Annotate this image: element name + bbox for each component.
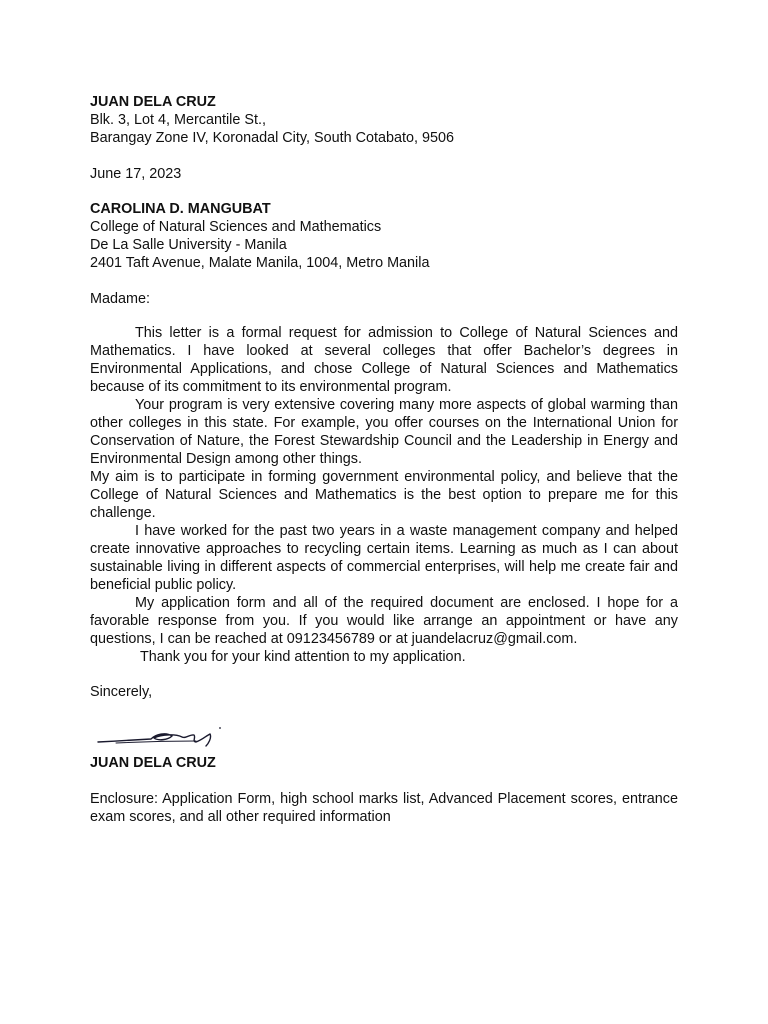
recipient-line2: De La Salle University - Manila [90, 237, 287, 253]
body-paragraph-6: Thank you for your kind attention to my application. [140, 649, 466, 665]
signature-name-block [90, 754, 678, 772]
sender-address-line1: Blk. 3, Lot 4, Mercantile St., [90, 112, 266, 128]
body-paragraph-1: This letter is a formal request for admission to College of Natural Sciences and Mathematics. I have looked at several colleges that offer Bachelor’s degrees in Environmental Applications, and chose College of Natural Sciences and Mathematics because of its commitment to its environmental program. [90, 325, 678, 395]
sender-name: JUAN DELA CRUZ [90, 94, 216, 110]
letter-body [90, 324, 678, 666]
salutation-block [90, 290, 678, 308]
enclosure: Enclosure: Application Form, high school marks list, Advanced Placement scores, entrance exam scores, and all other required information [90, 791, 678, 825]
body-paragraph-3: My aim is to participate in forming government environmental policy, and believe that the College of Natural Sciences and Mathematics is the best option to prepare me for this challenge. [90, 469, 678, 521]
body-paragraph-4: I have worked for the past two years in a waste management company and helped create innovative approaches to recycling certain items. Learning as much as I can about sustainable living in different aspects of commercial enterprises, will help me create fair and beneficial public policy. [90, 523, 678, 593]
closing: Sincerely, [90, 684, 153, 700]
recipient-line1: College of Natural Sciences and Mathematics [90, 219, 382, 235]
recipient-line3: 2401 Taft Avenue, Malate Manila, 1004, Metro Manila [90, 255, 430, 271]
sender-address-line2: Barangay Zone IV, Koronadal City, South Cotabato, 9506 [90, 130, 455, 146]
body-paragraph-5: My application form and all of the required document are enclosed. I hope for a favorable response from you. If you would like arrange an appointment or have any questions, I can be reached at 09123456789 or at juandelacruz@gmail.com. [90, 595, 678, 647]
closing-block [90, 683, 678, 701]
recipient-name: CAROLINA D. MANGUBAT [90, 201, 271, 217]
signature-name: JUAN DELA CRUZ [90, 755, 216, 771]
letter-date: June 17, 2023 [90, 166, 182, 182]
handwritten-signature [96, 722, 226, 752]
enclosure-block [90, 790, 678, 826]
sender-block [90, 93, 678, 147]
recipient-block [90, 200, 678, 272]
salutation: Madame: [90, 291, 150, 307]
body-paragraph-2: Your program is very extensive covering many more aspects of global warming than other colleges in this state. For example, you offer courses on the International Union for Conservation of Nature, the Forest Stewardship Council and the Leadership in Energy and Environmental Design among other things. [90, 397, 678, 467]
date-block [90, 165, 678, 183]
